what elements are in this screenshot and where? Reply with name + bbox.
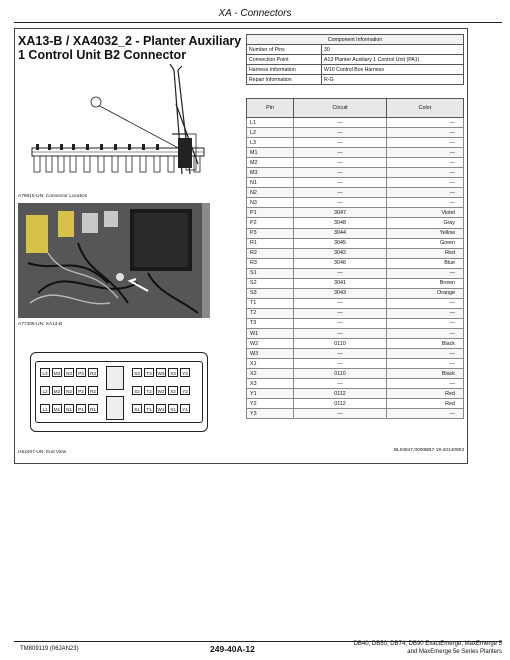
pin-row — [247, 268, 464, 278]
connector-cavity: L2 — [40, 386, 50, 395]
wire-color: — — [387, 188, 464, 198]
pin-id: X1 — [247, 359, 294, 369]
pin-table — [246, 98, 464, 419]
wire-color: Black — [387, 369, 464, 379]
wire-color: — — [387, 349, 464, 359]
pin-row — [247, 178, 464, 188]
pin-row — [247, 298, 464, 308]
pin-id: R1 — [247, 238, 294, 248]
pin-id: X3 — [247, 379, 294, 389]
wire-color: Brown — [387, 278, 464, 288]
connector-cavity: P3 — [76, 368, 86, 377]
wire-color: — — [387, 318, 464, 328]
connector-cavity: W3 — [156, 368, 166, 377]
product-line-1: DB40, DB50, DB74, DB90 ExactEmerge, MaxEmerge 5 — [353, 641, 502, 647]
connector-end-view — [30, 352, 208, 432]
circuit-number: — — [294, 168, 387, 178]
pin-id: M1 — [247, 148, 294, 158]
pin-id: M3 — [247, 168, 294, 178]
pin-row — [247, 228, 464, 238]
pin-id: L2 — [247, 128, 294, 138]
pin-id: N1 — [247, 178, 294, 188]
connector-cavity: W1 — [156, 404, 166, 413]
wire-color: — — [387, 118, 464, 128]
pin-id: Y2 — [247, 399, 294, 409]
pin-id: P2 — [247, 218, 294, 228]
wire-color: Red — [387, 389, 464, 399]
connector-cavity: N2 — [64, 386, 74, 395]
circuit-number: 3044 — [294, 228, 387, 238]
info-key: Connection Point — [247, 55, 322, 65]
wire-color: Gray — [387, 218, 464, 228]
info-row — [247, 65, 464, 75]
connector-face — [35, 361, 203, 423]
manual-number: TM809119 (06JAN23) — [20, 646, 79, 652]
wire-color: — — [387, 198, 464, 208]
doc-reference: BL04847,0000BB7-19-20140903 — [393, 448, 464, 453]
pin-row — [247, 399, 464, 409]
circuit-number: — — [294, 359, 387, 369]
wire-color: Red — [387, 248, 464, 258]
wire-color: — — [387, 359, 464, 369]
wire-color: — — [387, 268, 464, 278]
circuit-number: — — [294, 118, 387, 128]
connector-cavity: X2 — [168, 386, 178, 395]
page-number: 249-40A-12 — [210, 644, 255, 654]
pin-id: T3 — [247, 318, 294, 328]
info-value: W10 Control Box Harness — [322, 65, 464, 75]
circuit-number: 3043 — [294, 288, 387, 298]
pin-id: W1 — [247, 328, 294, 338]
pin-id: P3 — [247, 228, 294, 238]
pin-row — [247, 118, 464, 128]
pin-row — [247, 308, 464, 318]
circuit-number: — — [294, 128, 387, 138]
circuit-number: — — [294, 328, 387, 338]
wire-color: — — [387, 379, 464, 389]
pin-id: Y1 — [247, 389, 294, 399]
pin-row — [247, 369, 464, 379]
pin-id: W2 — [247, 339, 294, 349]
circuit-number: — — [294, 268, 387, 278]
pin-id: M2 — [247, 158, 294, 168]
section-header: XA - Connectors — [218, 8, 292, 19]
wire-color: — — [387, 328, 464, 338]
connector-cavity: L3 — [40, 368, 50, 377]
pin-id: P1 — [247, 208, 294, 218]
connector-cavity: R3 — [88, 368, 98, 377]
pin-id: T2 — [247, 308, 294, 318]
info-value: 30 — [322, 45, 464, 55]
pin-row — [247, 248, 464, 258]
pin-row — [247, 379, 464, 389]
connector-cavity: N1 — [64, 404, 74, 413]
wire-color: Yellow — [387, 228, 464, 238]
info-value: R-G — [322, 75, 464, 85]
connector-cavity: Y2 — [180, 386, 190, 395]
pin-row — [247, 158, 464, 168]
pin-id: X2 — [247, 369, 294, 379]
pin-id: R3 — [247, 258, 294, 268]
circuit-number: — — [294, 298, 387, 308]
pin-row — [247, 339, 464, 349]
pin-id: S2 — [247, 278, 294, 288]
circuit-number: — — [294, 138, 387, 148]
wire-color: — — [387, 168, 464, 178]
connector-cavity: R2 — [88, 386, 98, 395]
connector-cavity: N3 — [64, 368, 74, 377]
connector-cavity: X1 — [168, 404, 178, 413]
connector-location-figure — [22, 64, 212, 192]
connector-cavity: Y3 — [180, 368, 190, 377]
connector-cavity: L1 — [40, 404, 50, 413]
connector-cavity: M2 — [52, 386, 62, 395]
info-value: A13 Planter Auxiliary 1 Control Unit (PA1) — [322, 55, 464, 65]
circuit-number: 3048 — [294, 218, 387, 228]
wire-color: Green — [387, 238, 464, 248]
connector-photo — [18, 203, 210, 318]
connector-cavity: R1 — [88, 404, 98, 413]
pin-row — [247, 188, 464, 198]
connector-cavity: M1 — [52, 404, 62, 413]
wire-color: — — [387, 158, 464, 168]
circuit-number: 0112 — [294, 389, 387, 399]
circuit-number: 3046 — [294, 258, 387, 268]
connector-cavity: X3 — [168, 368, 178, 377]
pin-header: Pin — [247, 99, 294, 118]
pin-id: W3 — [247, 349, 294, 359]
circuit-number: — — [294, 198, 387, 208]
end-view-caption: H54407-UN: End View — [18, 450, 67, 455]
connector-cavity: T1 — [144, 404, 154, 413]
pin-row — [247, 208, 464, 218]
pin-table-body — [247, 118, 464, 419]
info-row — [247, 55, 464, 65]
location-caption: A78815-UN: Connector Location — [18, 194, 88, 199]
pin-row — [247, 328, 464, 338]
wire-color: Blue — [387, 258, 464, 268]
circuit-number: 3047 — [294, 208, 387, 218]
connector-cavity: W2 — [156, 386, 166, 395]
connector-cavity: P2 — [76, 386, 86, 395]
product-line-2: and MaxEmerge 5e Series Planters — [407, 649, 502, 655]
connector-latch — [106, 366, 124, 390]
circuit-number: — — [294, 158, 387, 168]
connector-cavity: P1 — [76, 404, 86, 413]
pin-id: S1 — [247, 268, 294, 278]
connector-cavity: T3 — [144, 368, 154, 377]
pin-id: S3 — [247, 288, 294, 298]
info-key: Harness Information — [247, 65, 322, 75]
pin-row — [247, 389, 464, 399]
circuit-number: — — [294, 379, 387, 389]
connector-cavity: S2 — [132, 386, 142, 395]
wire-color: — — [387, 178, 464, 188]
photo-caption: A77306-UN: XA13-B — [18, 322, 63, 327]
pin-row — [247, 359, 464, 369]
wire-color: — — [387, 128, 464, 138]
connector-cavity: S3 — [132, 368, 142, 377]
pin-row — [247, 238, 464, 248]
circuit-number: — — [294, 349, 387, 359]
pin-id: R2 — [247, 248, 294, 258]
circuit-number: 0110 — [294, 369, 387, 379]
pin-row — [247, 138, 464, 148]
circuit-number: 3045 — [294, 238, 387, 248]
circuit-number: — — [294, 188, 387, 198]
control-unit-photo-illustration — [18, 203, 210, 318]
wire-color: Orange — [387, 288, 464, 298]
wire-color: — — [387, 148, 464, 158]
info-row — [247, 75, 464, 85]
component-info-heading: Component Information — [247, 35, 464, 45]
pin-id: L3 — [247, 138, 294, 148]
circuit-header: Circuit — [294, 99, 387, 118]
pin-row — [247, 198, 464, 208]
connector-cavity: S1 — [132, 404, 142, 413]
connector-cavity: T2 — [144, 386, 154, 395]
circuit-number: 0112 — [294, 399, 387, 409]
pin-id: L1 — [247, 118, 294, 128]
circuit-number: — — [294, 308, 387, 318]
pin-id: Y3 — [247, 409, 294, 419]
pin-row — [247, 409, 464, 419]
circuit-number: — — [294, 178, 387, 188]
page-title: XA13-B / XA4032_2 - Planter Auxiliary 1 Control Unit B2 Connector — [18, 34, 242, 62]
circuit-number: — — [294, 148, 387, 158]
circuit-number: 0110 — [294, 339, 387, 349]
pin-row — [247, 278, 464, 288]
info-key: Number of Pins — [247, 45, 322, 55]
circuit-number: — — [294, 409, 387, 419]
wire-color: — — [387, 409, 464, 419]
connector-cavity: Y1 — [180, 404, 190, 413]
connector-latch — [106, 396, 124, 420]
pin-id: N3 — [247, 198, 294, 208]
circuit-number: 3041 — [294, 278, 387, 288]
pin-row — [247, 288, 464, 298]
wire-color: Black — [387, 339, 464, 349]
pin-row — [247, 148, 464, 158]
pin-row — [247, 349, 464, 359]
wire-color: — — [387, 308, 464, 318]
circuit-number: 3042 — [294, 248, 387, 258]
connector-cavity: M3 — [52, 368, 62, 377]
info-row — [247, 45, 464, 55]
circuit-number: — — [294, 318, 387, 328]
pin-id: T1 — [247, 298, 294, 308]
color-header: Color — [387, 99, 464, 118]
wire-color: — — [387, 298, 464, 308]
wire-color: Red — [387, 399, 464, 409]
component-info-table — [246, 34, 464, 85]
pin-row — [247, 258, 464, 268]
pin-row — [247, 168, 464, 178]
header-rule — [14, 22, 502, 23]
wire-color: — — [387, 138, 464, 148]
pin-row — [247, 128, 464, 138]
pin-id: N2 — [247, 188, 294, 198]
product-description — [290, 640, 502, 656]
info-key: Repair Information — [247, 75, 322, 85]
wire-color: Violet — [387, 208, 464, 218]
pin-row — [247, 318, 464, 328]
pin-row — [247, 218, 464, 228]
